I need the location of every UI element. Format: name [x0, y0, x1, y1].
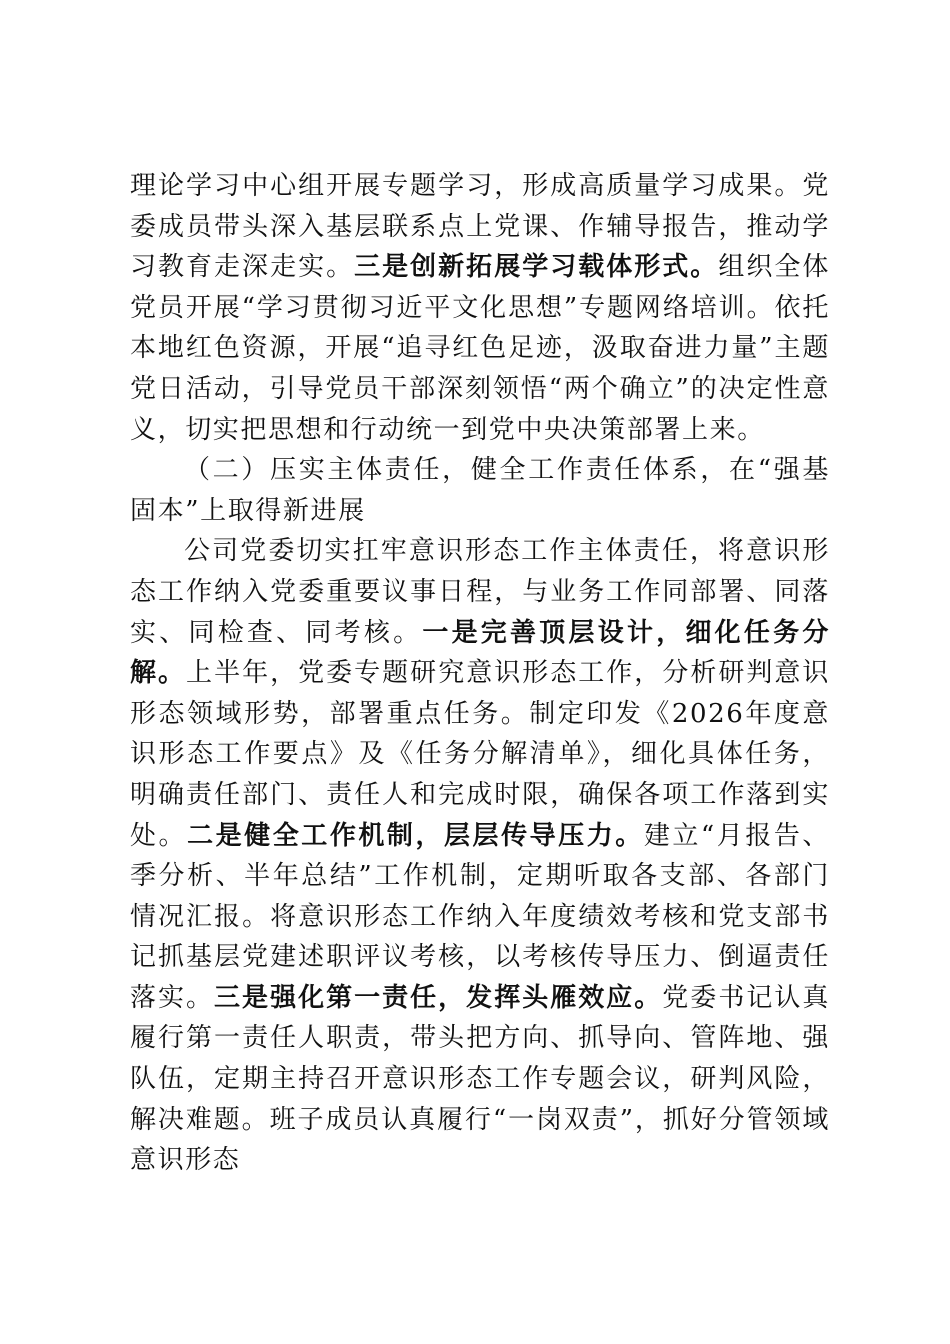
section-heading-2-text: （二）压实主体责任，健全工作责任体系，在“强基固本”上取得新进展 [130, 455, 830, 526]
paragraph-3-heading-1: 一是完善顶层设计，细化任务分解。 [130, 617, 830, 689]
paragraph-3 [130, 531, 830, 1181]
paragraph-3-heading-2: 二是健全工作机制，层层传导压力。 [187, 820, 644, 851]
paragraph-1-text-2: 组织全体党员开展“学习贯彻习近平文化思想”专题网络培训。依托本地红色资源，开展“追寻红色足迹，汲取奋进力量”主题党日活动，引导党员干部深刻领悟“两个确立”的决定性意义，切实把思想和行动统一到党中央决策部署上来。 [130, 252, 830, 445]
paragraph-3-text-3: 建立“月报告、季分析、半年总结”工作机制，定期听取各支部、各部门情况汇报。将意识形态工作纳入年度绩效考核和党支部书记抓基层党建述职评议考核，以考核传导压力、倒逼责任落实。 [130, 820, 830, 1013]
paragraph-1-text-1: 理论学习中心组开展专题学习，形成高质量学习成果。党委成员带头深入基层联系点上党课、作辅导报告，推动学习教育走深走实。 [130, 171, 830, 283]
paragraph-1-heading-3: 三是创新拓展学习载体形式。 [354, 252, 719, 283]
paragraph-3-text-4: 党委书记认真履行第一责任人职责，带头把方向、抓导向、管阵地、强队伍，定期主持召开意识形态工作专题会议，研判风险，解决难题。班子成员认真履行“一岗双责”，抓好分管领域意识形态 [130, 982, 830, 1176]
paragraph-3-text-1: 公司党委切实扛牢意识形态工作主体责任，将意识形态工作纳入党委重要议事日程，与业务工作同部署、同落实、同检查、同考核。 [130, 536, 830, 648]
section-heading-2 [130, 450, 830, 531]
document-body [130, 166, 830, 1181]
paragraph-3-text-2: 上半年，党委专题研究意识形态工作，分析研判意识形态领域形势，部署重点任务。制定印发《2026年度意识形态工作要点》及《任务分解清单》，细化具体任务，明确责任部门、责任人和完成时限，确保各项工作落到实处。 [130, 658, 830, 851]
paragraph-3-heading-3: 三是强化第一责任，发挥头雁效应。 [214, 982, 663, 1013]
paragraph-1 [130, 166, 830, 450]
